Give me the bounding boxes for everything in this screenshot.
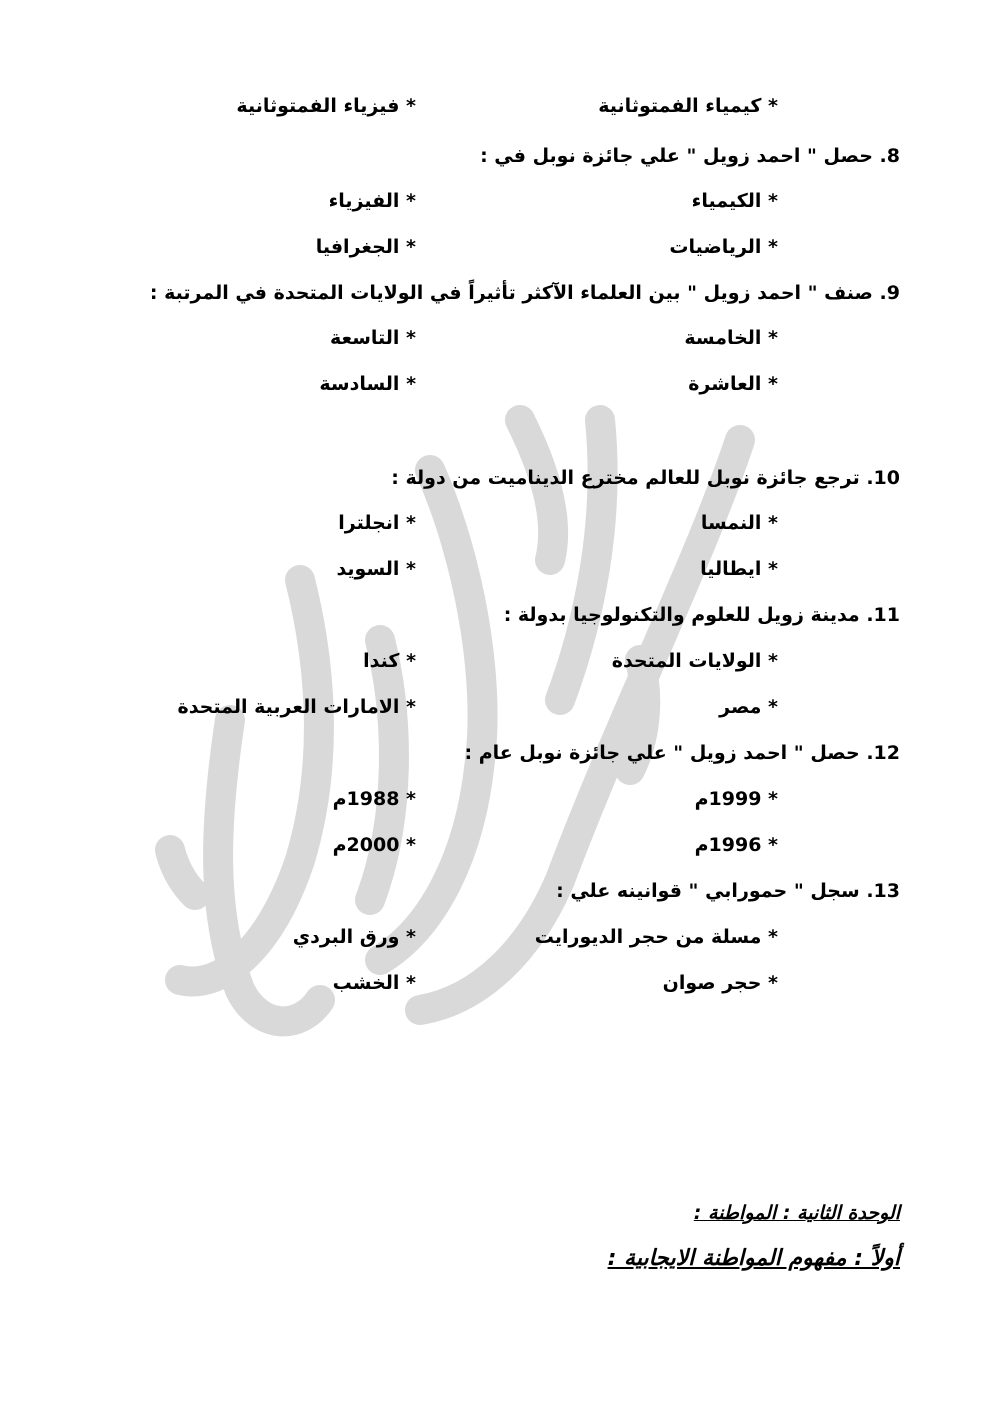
- top-option-b: * فيزياء الفمتوثانية: [236, 95, 416, 117]
- top-option-a: * كيمياء الفمتوثانية: [598, 95, 778, 117]
- option-q10-3: * ايطاليا: [700, 558, 778, 580]
- question-text: صنف " احمد زويل " بين العلماء الآكثر تأثيراً في الولايات المتحدة في المرتبة :: [149, 282, 873, 304]
- unit-heading: الوحدة الثانية : المواطنة :: [693, 1202, 900, 1224]
- question-text: حصل " احمد زويل " علي جائزة نوبل في :: [480, 145, 873, 167]
- option-q9-1: * الخامسة: [684, 327, 778, 349]
- option-q12-2: * 1988م: [332, 788, 416, 810]
- option-q10-2: * انجلترا: [338, 512, 416, 534]
- option-q8-2: * الفيزياء: [328, 190, 416, 212]
- question-10: [391, 467, 900, 489]
- option-q12-4: * 2000م: [332, 834, 416, 856]
- option-q11-4: * الامارات العربية المتحدة: [177, 696, 416, 718]
- question-9: [150, 282, 900, 304]
- option-q8-3: * الرياضيات: [669, 236, 778, 258]
- option-q11-3: * مصر: [719, 696, 778, 718]
- option-q11-2: * كندا: [363, 650, 416, 672]
- question-number: 12.: [866, 742, 900, 764]
- option-q11-1: * الولايات المتحدة: [611, 650, 778, 672]
- section-heading: أولاً : مفهوم المواطنة الايجابية :: [607, 1246, 900, 1271]
- option-q13-3: * حجر صوان: [662, 972, 778, 994]
- option-q8-4: * الجغرافيا: [315, 236, 416, 258]
- option-q10-4: * السويد: [336, 558, 416, 580]
- option-q10-1: * النمسا: [700, 512, 778, 534]
- question-11: [504, 604, 900, 626]
- option-q13-2: * ورق البردي: [292, 926, 416, 948]
- option-q9-3: * العاشرة: [688, 373, 778, 395]
- option-q13-1: * مسلة من حجر الديورايت: [534, 926, 778, 948]
- question-number: 10.: [866, 467, 900, 489]
- question-12: [465, 742, 901, 764]
- question-text: سجل " حمورابي " قوانينه علي :: [556, 880, 860, 902]
- option-q9-2: * التاسعة: [329, 327, 416, 349]
- option-q12-1: * 1999م: [694, 788, 778, 810]
- option-q9-4: * السادسة: [319, 373, 416, 395]
- question-13: [556, 880, 900, 902]
- question-text: ترجع جائزة نوبل للعالم مخترع الديناميت من دولة :: [391, 467, 860, 489]
- question-text: حصل " احمد زويل " علي جائزة نوبل عام :: [464, 742, 860, 764]
- question-text: مدينة زويل للعلوم والتكنولوجيا بدولة :: [503, 604, 860, 626]
- option-q12-3: * 1996م: [694, 834, 778, 856]
- option-q8-1: * الكيمياء: [691, 190, 778, 212]
- option-q13-4: * الخشب: [332, 972, 416, 994]
- question-number: 11.: [866, 604, 900, 626]
- question-8: [480, 145, 900, 167]
- question-number: 13.: [866, 880, 900, 902]
- question-number: 8.: [879, 145, 900, 167]
- question-number: 9.: [879, 282, 900, 304]
